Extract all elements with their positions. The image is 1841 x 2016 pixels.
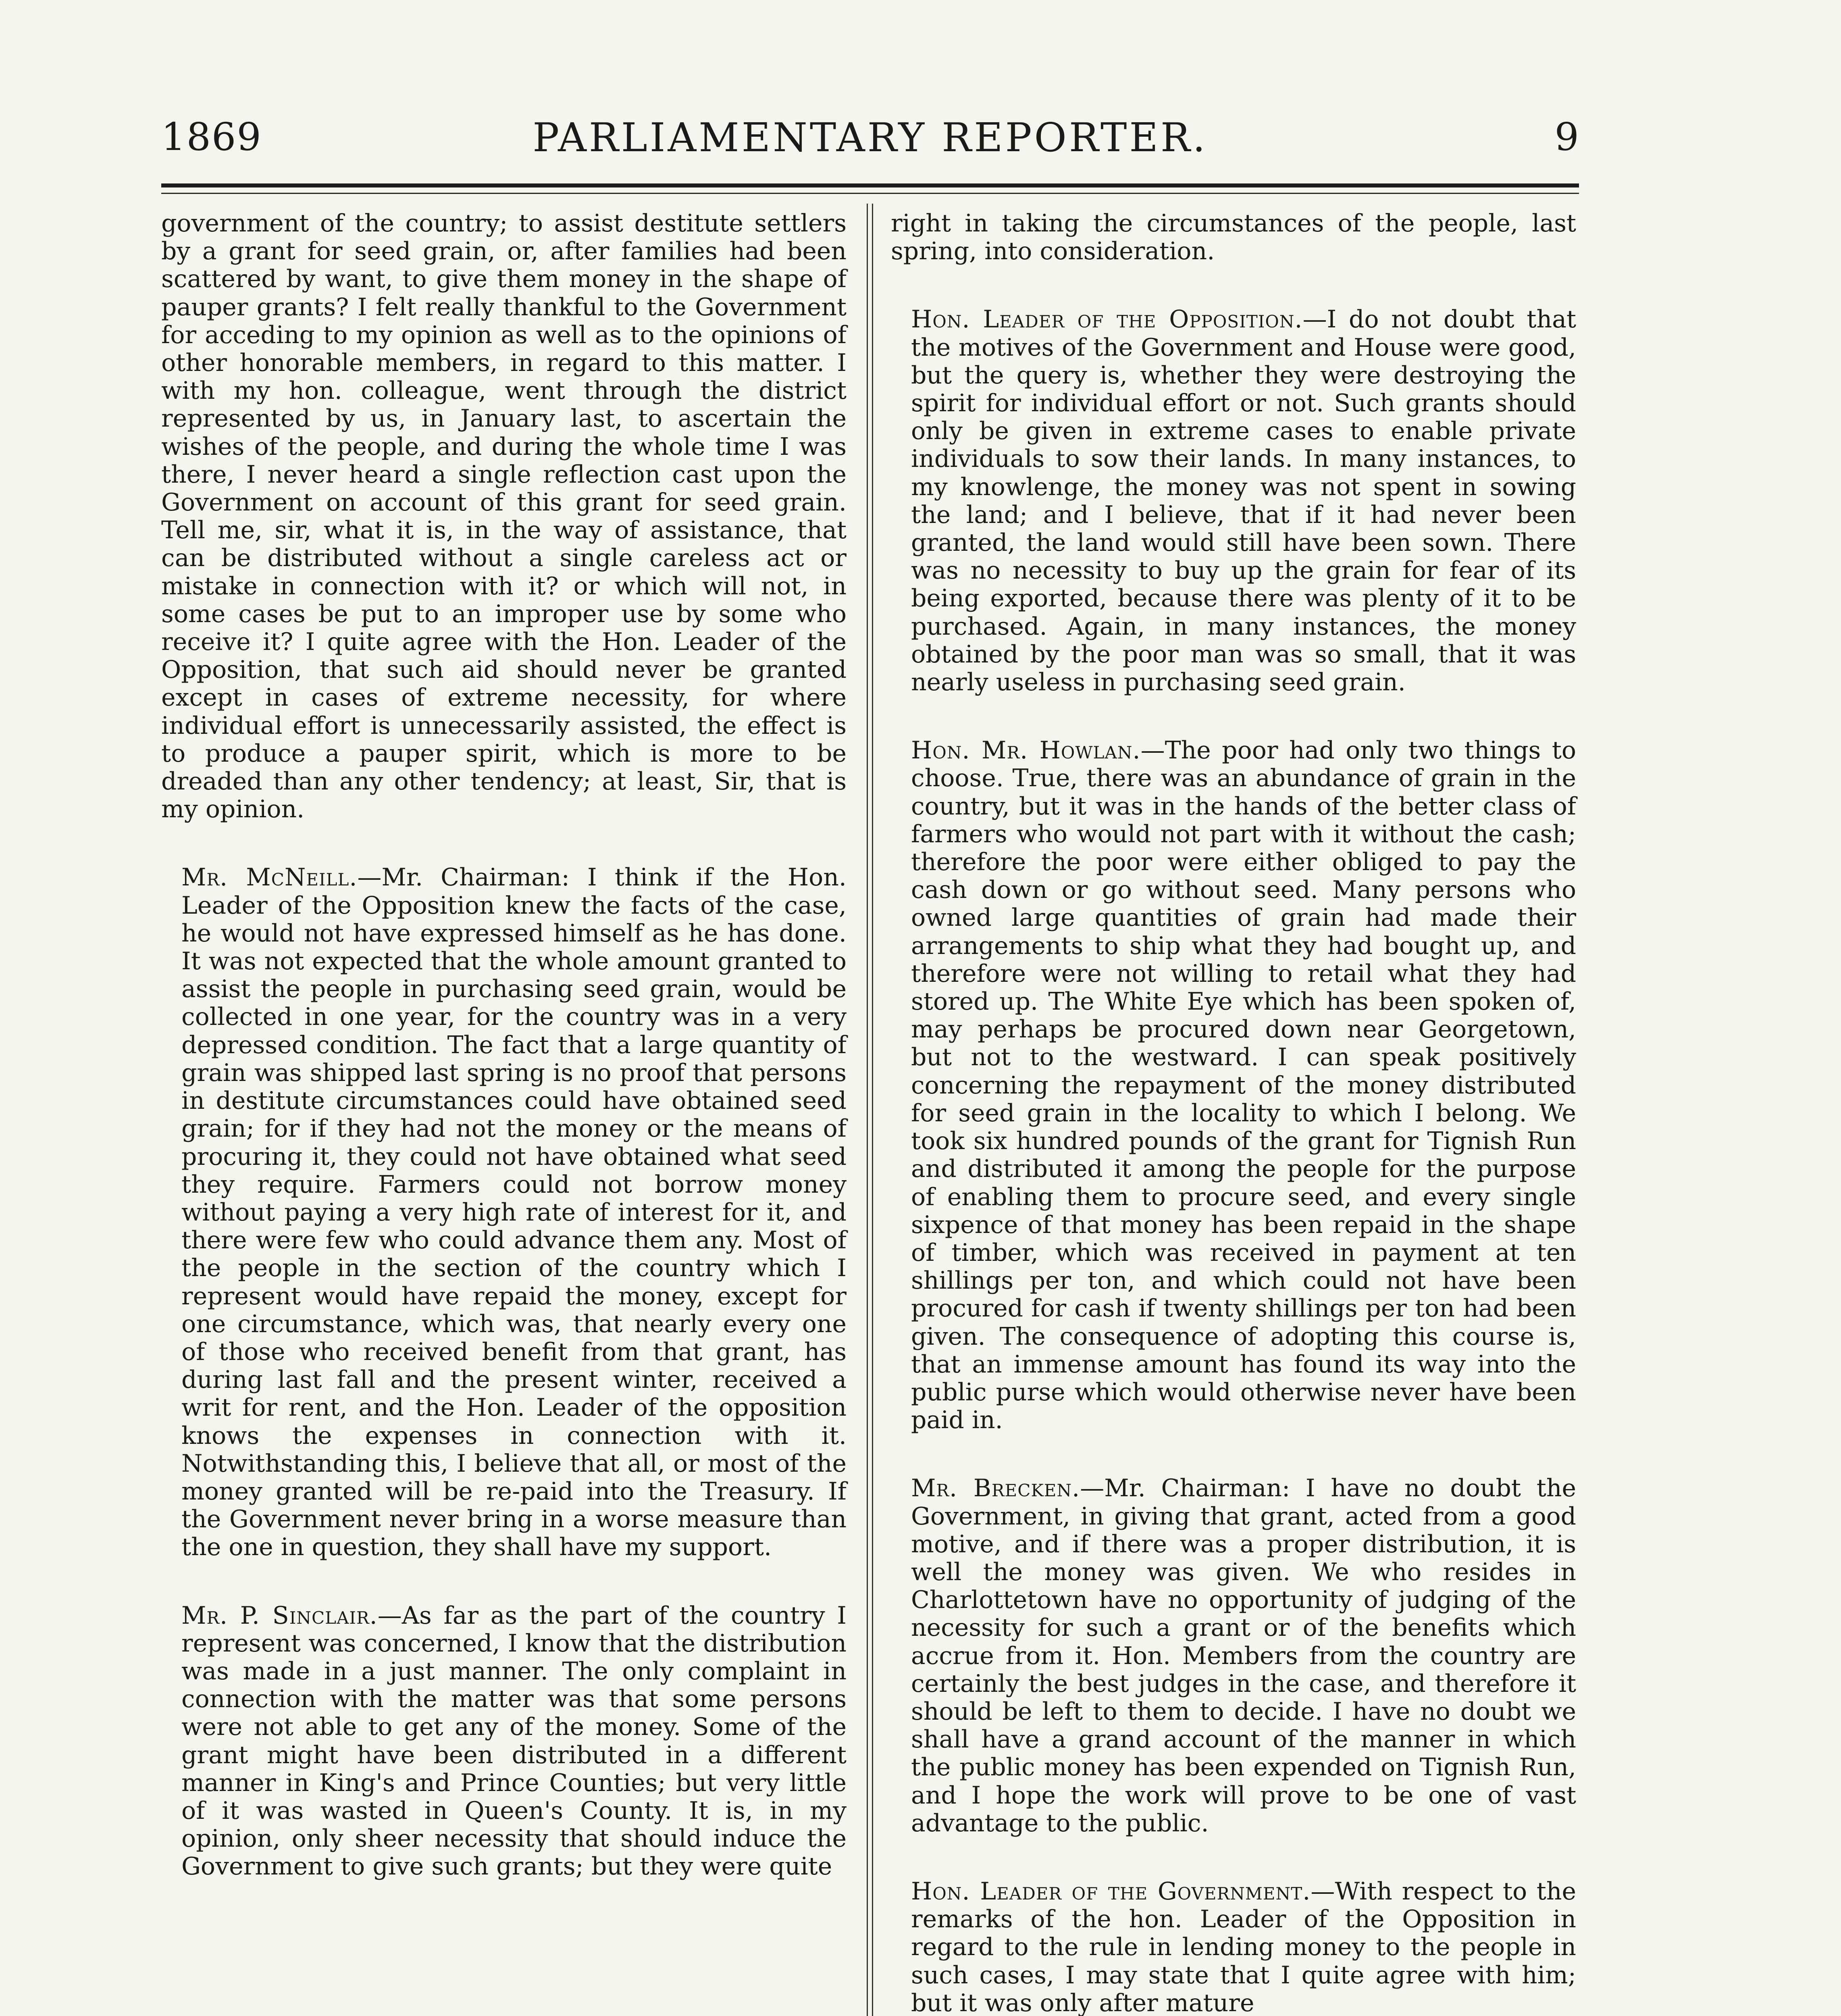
- header-rule-thick: [161, 183, 1579, 187]
- speaker-name: Hon. Leader of the Opposition.: [911, 305, 1303, 334]
- paragraph-text: government of the country; to assist destitute settlers by a grant for seed grain, or, after families had been scattered by want, to give them money in the shape of pauper grants? I felt really thankful to the Government for acceding to my opinion as well as to the opinions of other honorable members, in regard to this matter. I with my hon. colleague, went through the district represented by us, in January last, to ascertain the wishes of the people, and during the whole time I was there, I never heard a single reflection cast upon the Government on account of this grant for seed grain. Tell me, sir, what it is, in the way of assistance, that can be distributed without a single careless act or mistake in connection with it? or which will not, in some cases be put to an improper use by some who receive it? I quite agree with the Hon. Leader of the Opposition, that such aid should never be granted except in cases of extreme necessity, for where individual effort is unnecessarily assisted, the effect is to produce a pauper spirit, which is more to be dreaded than any other tendency; at least, Sir, that is my opinion.: [161, 209, 847, 824]
- paragraph-continuation: [161, 210, 847, 823]
- speaker-name: Hon. Leader of the Government.: [911, 1877, 1311, 1906]
- left-column: [161, 210, 847, 1881]
- speech-text: —Mr. Chairman: I think if the Hon. Leader of the Opposition knew the facts of the case, he would not have expressed himself as he has done. It was not expected that the whole amount granted to assist the people in purchasing seed grain, would be collected in one year, for the country was in a very depressed condition. The fact that a large quantity of grain was shipped last spring is no proof that persons in destitute circumstances could have obtained seed grain; for if they had not the money or the means of procuring it, they could not have obtained what seed they require. Farmers could not borrow money without paying a very high rate of interest for it, and there were few who could advance them any. Most of the people in the section of the country which I represent would have repaid the money, except for one circumstance, which was, that nearly every one of those who received benefit from that grant, has during last fall and the present winter, received a writ for rent, and the Hon. Leader of the opposition knows the expenses in connection with it. Notwithstanding this, I believe that all, or most of the money granted will be re-paid into the Treasury. If the Government never bring in a worse measure than the one in question, they shall have my support.: [181, 863, 847, 1562]
- paragraph-text: right in taking the circumstances of the people, last spring, into consideration.: [891, 209, 1576, 266]
- header-year: 1869: [161, 115, 262, 159]
- speech-mcneill: [161, 864, 847, 1561]
- speaker-name: Mr. Brecken.: [911, 1474, 1080, 1503]
- speech-leader-opposition: [891, 306, 1576, 696]
- publication-title: PARLIAMENTARY REPORTER.: [533, 115, 1208, 161]
- paragraph-continuation: [891, 210, 1576, 265]
- speech-howlan: [891, 737, 1576, 1434]
- right-column: [891, 210, 1576, 2016]
- speech-text: —Mr. Chairman: I have no doubt the Government, in giving that grant, acted from a good motive, and if there was a proper distribution, it is well the money was given. We who resides in Charlottetown have no opportunity of judging of the necessity for such a grant or of the benefits which accrue from it. Hon. Members from the country are certainly the best judges in the case, and therefore it should be left to them to decide. I have no doubt we shall have a grand account of the manner in which the public money has been expended on Tignish Run, and I hope the work will prove to be one of vast advantage to the public.: [911, 1474, 1576, 1837]
- speaker-name: Mr. P. Sinclair.: [181, 1601, 378, 1630]
- speech-text: —The poor had only two things to choose. True, there was an abundance of grain in the country, but it was in the hands of the better class of farmers who would not part with it without the cash; therefore the poor were either obliged to pay the cash down or go without seed. Many persons who owned large quantities of grain had made their arrangements to ship what they had bought up, and therefore were not willing to retail what they had stored up. The White Eye which has been spoken of, may perhaps be procured down near Georgetown, but not to the westward. I can speak positively concerning the repayment of the money distributed for seed grain in the locality to which I belong. We took six hundred pounds of the grant for Tignish Run and distributed it among the people for the purpose of enabling them to procure seed, and every single sixpence of that money has been repaid in the shape of timber, which was received in payment at ten shillings per ton, and which could not have been procured for cash if twenty shillings per ton had been given. The consequence of adopting this course is, that an immense amount has found its way into the public purse which would otherwise never have been paid in.: [911, 736, 1576, 1435]
- speaker-name: Hon. Mr. Howlan.: [911, 736, 1141, 765]
- column-divider: [867, 204, 873, 2016]
- speech-text: —I do not doubt that the motives of the Government and House were good, but the query is, whether they were destroying the spirit for individual effort or not. Such grants should only be given in extreme cases to enable private individuals to sow their lands. In many instances, to my knowlenge, the money was not spent in sowing the land; and I believe, that if it had never been granted, the land would still have been sown. There was no necessity to buy up the grain for fear of its being exported, because there was plenty of it to be purchased. Again, in many instances, the money obtained by the poor man was so small, that it was nearly useless in purchasing seed grain.: [911, 305, 1576, 697]
- page-header: [161, 115, 1579, 175]
- speaker-name: Mr. McNeill.: [181, 863, 358, 892]
- header-rule-thin: [161, 193, 1579, 194]
- speech-sinclair: [161, 1602, 847, 1881]
- speech-text: —As far as the part of the country I represent was concerned, I know that the distribution was made in a just manner. The only complaint in connection with the matter was that some persons were not able to get any of the money. Some of the grant might have been distributed in a different manner in King's and Prince Counties; but very little of it was wasted in Queen's County. It is, in my opinion, only sheer necessity that should induce the Government to give such grants; but they were quite: [181, 1601, 847, 1881]
- page-number: 9: [1554, 115, 1579, 159]
- speech-brecken: [891, 1475, 1576, 1837]
- speech-leader-government: [891, 1878, 1576, 2016]
- speech-text: —With respect to the remarks of the hon. Leader of the Opposition in regard to the rule in lending money to the people in such cases, I may state that I quite agree with him; but it was only after mature: [911, 1877, 1576, 2016]
